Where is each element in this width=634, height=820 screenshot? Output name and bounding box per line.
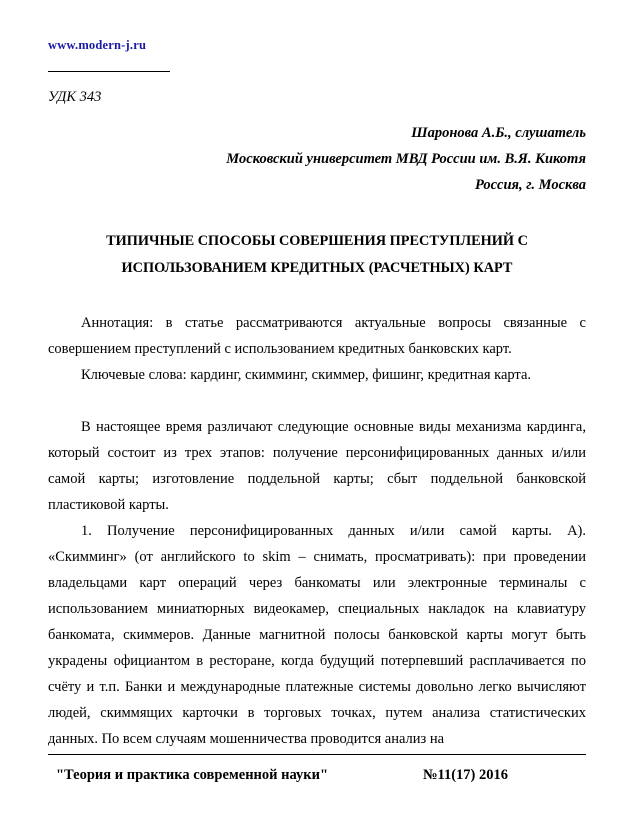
author-name: Шаронова А.Б., слушатель [411, 125, 586, 141]
author-block [48, 120, 586, 198]
site-url: www.modern-j.ru [48, 38, 147, 52]
page-footer [48, 754, 586, 784]
body-paragraph-2: 1. Получение персонифицированных данных и/или самой карты. А). «Скимминг» (от английского to skim – снимать, просматривать): при проведении владельцами карт операций через банкоматы или электронные терминалы с использованием миниатюрных видеокамер, специальных накладок на клавиатуру банкомата, скиммеров. Данные магнитной полосы банковской карты могут быть украдены официантом в ресторане, когда будущий потерпевший расплачивается по счёту и т.п. Банки и международные платежные системы довольно легко вычисляют людей, скиммящих карточки в торговых точках, путем анализа статистических данных. По всем случаям мошенничества проводится анализ на [48, 523, 586, 747]
header-divider [48, 71, 170, 72]
footer-row [48, 767, 586, 784]
footer-issue: №11(17) 2016 [422, 767, 508, 783]
page-title-line-1: ТИПИЧНЫЕ СПОСОБЫ СОВЕРШЕНИЯ ПРЕСТУПЛЕНИЙ С [106, 233, 528, 249]
page-title-line-2: ИСПОЛЬЗОВАНИЕМ КРЕДИТНЫХ (РАСЧЕТНЫХ) КАРТ [121, 260, 513, 276]
udk-code: УДК 343 [48, 89, 102, 105]
author-location: Россия, г. Москва [474, 177, 586, 193]
abstract-paragraph: Аннотация: в статье рассматриваются актуальные вопросы связанные с совершением преступлений с использованием кредитных банковских карт. [48, 315, 586, 357]
keywords-paragraph: Ключевые слова: кардинг, скимминг, скиммер, фишинг, кредитная карта. [81, 367, 532, 383]
footer-divider [48, 754, 586, 755]
body-paragraph-1: В настоящее время различают следующие основные виды механизма кардинга, который состоит из трех этапов: получение персонифицированных данных и/или самой карты; изготовление поддельной карты; сбыт поддельной банковской пластиковой карты. [48, 419, 586, 513]
author-affiliation: Московский университет МВД России им. В.Я. Кикотя [226, 151, 586, 167]
page-title [74, 228, 560, 282]
footer-journal-name: "Теория и практика современной науки" [56, 767, 329, 783]
